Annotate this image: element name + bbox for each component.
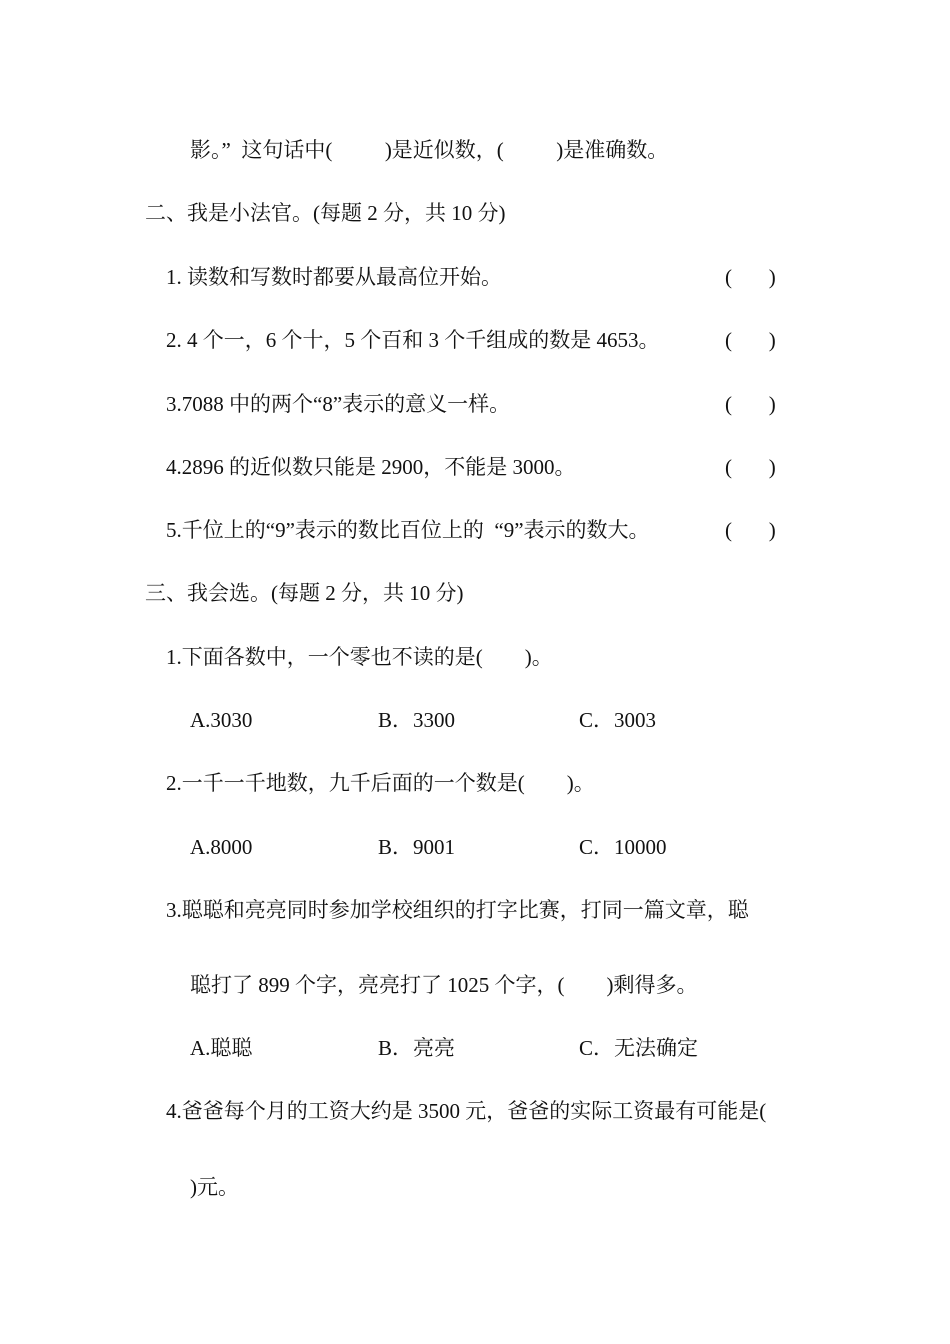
judge-answer-1[interactable]: ( ) xyxy=(725,265,776,289)
judge-answer-3[interactable]: ( ) xyxy=(725,392,776,416)
choice-question-2: 2.一千一千地数，九千后面的一个数是( )。 xyxy=(166,771,595,795)
q3-option-a[interactable]: A.聪聪 xyxy=(190,1036,253,1060)
q2-option-b[interactable]: B．9001 xyxy=(378,835,456,859)
choice-question-3-line-1: 3.聪聪和亮亮同时参加学校组织的打字比赛，打同一篇文章，聪 xyxy=(166,898,749,922)
judge-answer-4[interactable]: ( ) xyxy=(725,455,776,479)
judge-item-3: 3.7088 中的两个“8”表示的意义一样。 xyxy=(166,392,511,416)
q1-option-c[interactable]: C．3003 xyxy=(579,708,657,732)
q3-option-b[interactable]: B．亮亮 xyxy=(378,1036,456,1060)
q1-option-a[interactable]: A.3030 xyxy=(190,708,253,732)
q3-option-c[interactable]: C．无法确定 xyxy=(579,1036,699,1060)
choice-question-4-line-1: 4.爸爸每个月的工资大约是 3500 元，爸爸的实际工资最有可能是( xyxy=(166,1099,767,1123)
judge-item-5: 5.千位上的“9”表示的数比百位上的 “9”表示的数大。 xyxy=(166,518,650,542)
choice-question-4-line-2: )元。 xyxy=(190,1175,239,1199)
section-3-heading: 三、我会选。(每题 2 分，共 10 分) xyxy=(145,581,464,605)
judge-item-4: 4.2896 的近似数只能是 2900，不能是 3000。 xyxy=(166,455,576,479)
q2-option-c[interactable]: C．10000 xyxy=(579,835,667,859)
choice-question-1: 1.下面各数中，一个零也不读的是( )。 xyxy=(166,645,553,669)
q2-option-a[interactable]: A.8000 xyxy=(190,835,253,859)
continuation-line: 影。” 这句话中( )是近似数，( )是准确数。 xyxy=(190,138,669,162)
judge-answer-2[interactable]: ( ) xyxy=(725,328,776,352)
section-2-heading: 二、我是小法官。(每题 2 分，共 10 分) xyxy=(145,201,506,225)
judge-item-2: 2. 4 个一，6 个十，5 个百和 3 个千组成的数是 4653。 xyxy=(166,328,660,352)
choice-question-3-line-2: 聪打了 899 个字，亮亮打了 1025 个字，( )剩得多。 xyxy=(190,973,698,997)
judge-answer-5[interactable]: ( ) xyxy=(725,518,776,542)
judge-item-1: 1. 读数和写数时都要从最高位开始。 xyxy=(166,265,502,289)
q1-option-b[interactable]: B．3300 xyxy=(378,708,456,732)
